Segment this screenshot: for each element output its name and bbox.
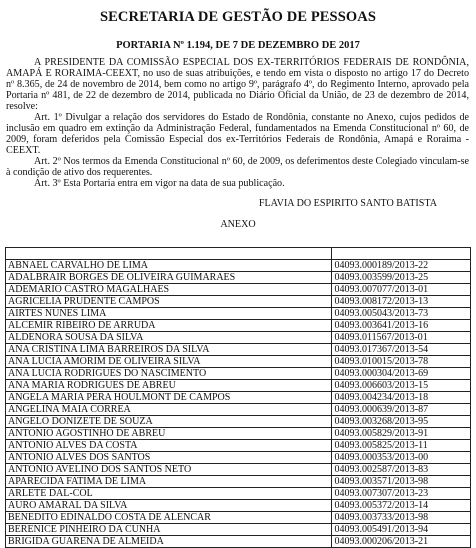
article-2: Art. 2º Nos termos da Emenda Constitucional nº 60, de 2009, os deferimentos deste Colegiado vinculam-se à condição de ativo dos requerentes. [6, 156, 469, 178]
table-row [6, 308, 471, 320]
table-row [6, 464, 471, 476]
process-number-cell: 04093.005043/2013-73 [332, 308, 471, 320]
process-number-cell: 04093.003733/2013-98 [332, 512, 471, 524]
process-number-cell: 04093.000304/2013-69 [332, 368, 471, 380]
employee-name-cell: ANGELA MARIA PERA HOULMONT DE CAMPOS [6, 392, 332, 404]
process-number-cell: 04093.000206/2013-21 [332, 536, 471, 548]
process-number-cell: 04093.008172/2013-13 [332, 296, 471, 308]
process-number-cell: 04093.003641/2013-16 [332, 320, 471, 332]
table-row [6, 512, 471, 524]
employee-name-cell: ANA CRISTINA LIMA BARREIROS DA SILVA [6, 344, 332, 356]
process-number-cell: 04093.007077/2013-01 [332, 284, 471, 296]
process-number-cell: 04093.000189/2013-22 [332, 260, 471, 272]
employee-name-cell: BERENICE PINHEIRO DA CUNHA [6, 524, 332, 536]
process-number-cell: 04093.005372/2013-14 [332, 500, 471, 512]
employee-name-cell: ANA MARIA RODRIGUES DE ABREU [6, 380, 332, 392]
table-row [6, 404, 471, 416]
process-number-cell: 04093.000353/2013-00 [332, 452, 471, 464]
table-row [6, 500, 471, 512]
table-row [6, 284, 471, 296]
table-row [6, 260, 471, 272]
employee-name-cell: AURO AMARAL DA SILVA [6, 500, 332, 512]
process-number-cell: 04093.000639/2013-87 [332, 404, 471, 416]
process-number-cell: 04093.005491/2013-94 [332, 524, 471, 536]
employee-name-cell: AGRICELIA PRUDENTE CAMPOS [6, 296, 332, 308]
process-number-cell: 04093.017367/2013-54 [332, 344, 471, 356]
process-number-cell: 04093.005825/2013-11 [332, 440, 471, 452]
table-row [6, 356, 471, 368]
process-number-cell: 04093.003571/2013-98 [332, 476, 471, 488]
table-row [6, 428, 471, 440]
process-number-cell: 04093.003268/2013-95 [332, 416, 471, 428]
intro-paragraph: A PRESIDENTE DA COMISSÃO ESPECIAL DOS EX-TERRITÓRIOS FEDERAIS DE RONDÔNIA, AMAPÁ E RORAIMA-CEEXT, no uso de suas atribuições, e tendo em vista o disposto no artigo 17 do Decreto nº 8.365, de 24 de novembro de 2014, bem como no artigo 9º, parágrafo 4º, do Regimento Interno, aprovado pela Portaria nº 481, de 22 de dezembro de 2014, publicada no Diário Oficial da União, de 23 de dezembro de 2014, resolve: [6, 57, 469, 112]
table-row [6, 416, 471, 428]
employee-name-cell: ANA LUCIA RODRIGUES DO NASCIMENTO [6, 368, 332, 380]
employee-name-cell: ABNAEL CARVALHO DE LIMA [6, 260, 332, 272]
process-number-cell: 04093.006603/2013-15 [332, 380, 471, 392]
table-row [6, 344, 471, 356]
employee-name-cell: ARLETE DAL-COL [6, 488, 332, 500]
process-number-cell: 04093.011567/2013-01 [332, 332, 471, 344]
employee-name-cell: ANTONIO AVELINO DOS SANTOS NETO [6, 464, 332, 476]
employee-name-cell: ANTONIO ALVES DA COSTA [6, 440, 332, 452]
employee-name-cell: ADALBRAIR BORGES DE OLIVEIRA GUIMARAES [6, 272, 332, 284]
process-number-cell: 04093.010015/2013-78 [332, 356, 471, 368]
table-row [6, 476, 471, 488]
annex-table-body [6, 248, 471, 548]
employee-name-cell: APARECIDA FATIMA DE LIMA [6, 476, 332, 488]
annex-table [5, 247, 471, 548]
table-row [6, 524, 471, 536]
article-3: Art. 3º Esta Portaria entra em vigor na data de sua publicação. [34, 178, 285, 189]
employee-name-cell: ANTONIO ALVES DOS SANTOS [6, 452, 332, 464]
employee-name-cell: ALCEMIR RIBEIRO DE ARRUDA [6, 320, 332, 332]
table-row [6, 272, 471, 284]
annex-header-cell-process [332, 248, 471, 260]
employee-name-cell: ANGELO DONIZETE DE SOUZA [6, 416, 332, 428]
table-row [6, 488, 471, 500]
process-number-cell: 04093.002587/2013-83 [332, 464, 471, 476]
table-row [6, 536, 471, 548]
employee-name-cell: BENEDITO EDINALDO COSTA DE ALENCAR [6, 512, 332, 524]
table-row [6, 392, 471, 404]
employee-name-cell: ALDENORA SOUSA DA SILVA [6, 332, 332, 344]
employee-name-cell: ADEMARIO CASTRO MAGALHAES [6, 284, 332, 296]
signature: FLAVIA DO ESPIRITO SANTO BATISTA [258, 198, 437, 209]
table-row [6, 332, 471, 344]
article-1: Art. 1º Divulgar a relação dos servidores do Estado de Rondônia, constante no Anexo, cujos pedidos de inclusão em quadro em extinção da Administração Federal, fundamentados na Emenda Constitucional nº 60, de 2009, foram deferidos pela Comissão Especial dos ex-Territórios Federais de Rondônia, Amapá e Roraima - CEEXT. [6, 112, 469, 156]
table-row [6, 320, 471, 332]
table-row [6, 380, 471, 392]
employee-name-cell: ANTONIO AGOSTINHO DE ABREU [6, 428, 332, 440]
portaria-title: PORTARIA Nº 1.194, DE 7 DE DEZEMBRO DE 2017 [116, 40, 360, 51]
table-row [6, 440, 471, 452]
annex-header-cell-name [6, 248, 332, 260]
process-number-cell: 04093.005829/2013-91 [332, 428, 471, 440]
employee-name-cell: ANA LUCIA AMORIM DE OLIVEIRA SILVA [6, 356, 332, 368]
process-number-cell: 04093.007307/2013-23 [332, 488, 471, 500]
annex-title: ANEXO [220, 219, 256, 230]
employee-name-cell: ANGELINA MAIA CORREA [6, 404, 332, 416]
portaria-body [6, 57, 469, 189]
table-row [6, 368, 471, 380]
agency-heading: SECRETARIA DE GESTÃO DE PESSOAS [100, 9, 376, 25]
process-number-cell: 04093.004234/2013-18 [332, 392, 471, 404]
employee-name-cell: AIRTES NUNES LIMA [6, 308, 332, 320]
annex-header-row [6, 248, 471, 260]
process-number-cell: 04093.003599/2013-25 [332, 272, 471, 284]
table-row [6, 452, 471, 464]
table-row [6, 296, 471, 308]
employee-name-cell: BRIGIDA GUARENA DE ALMEIDA [6, 536, 332, 548]
